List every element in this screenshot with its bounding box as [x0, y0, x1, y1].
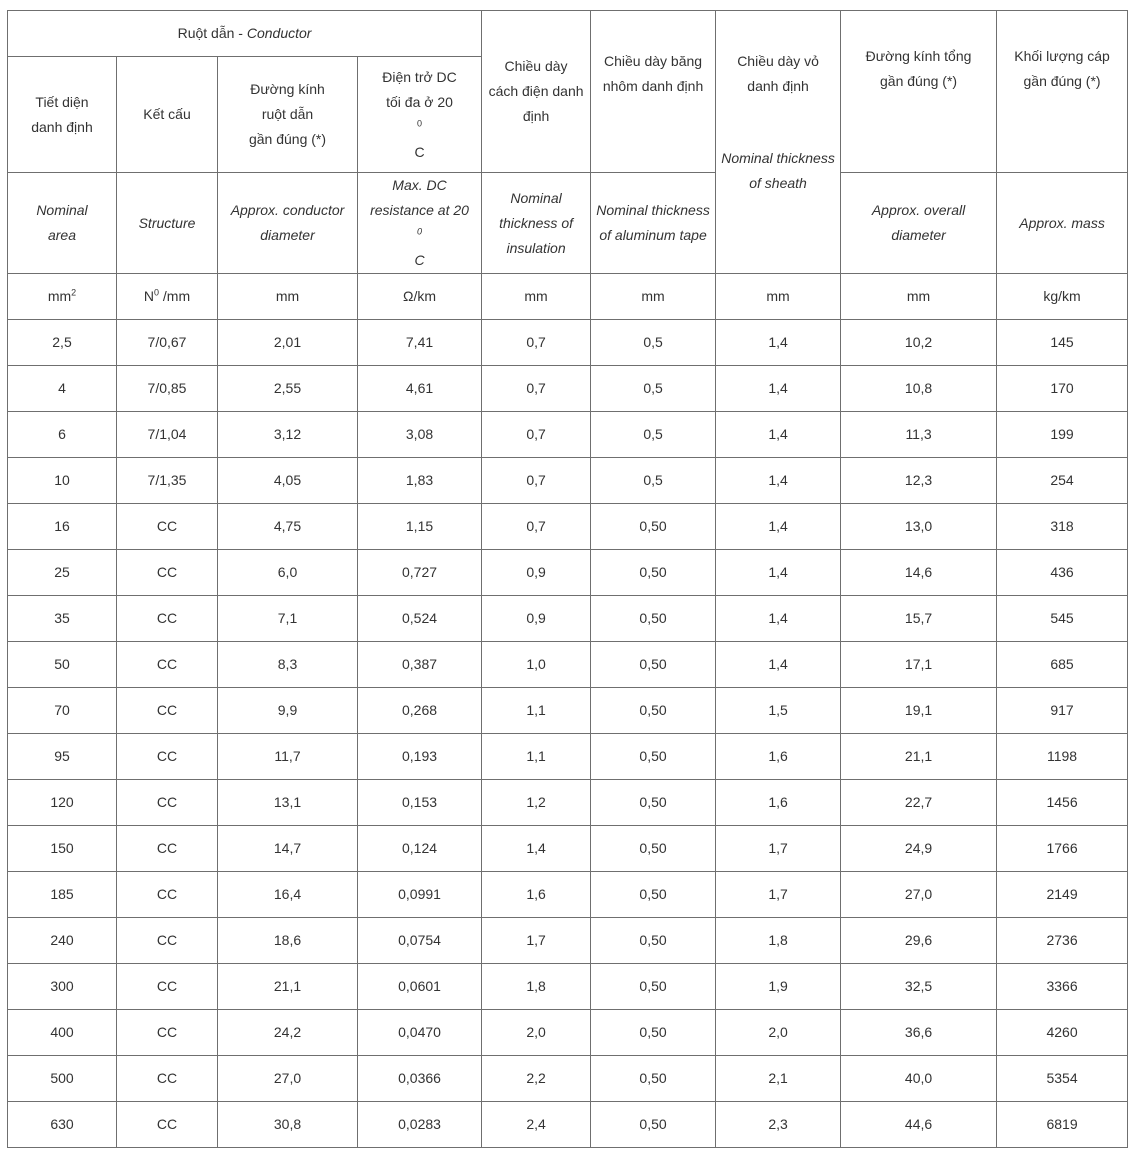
- cell-structure: CC: [117, 918, 218, 964]
- cell-dc-resistance: 0,0366: [358, 1056, 482, 1102]
- nominal-area-header-vn: Tiết diện danh định: [8, 57, 117, 173]
- cell-insulation: 1,4: [482, 826, 591, 872]
- cell-mass: 2149: [997, 872, 1128, 918]
- table-row: [8, 964, 1128, 1010]
- insulation-header-en: Nominal thickness of insulation: [482, 173, 591, 274]
- header-row-units: [8, 274, 1128, 320]
- cell-overall-diameter: 17,1: [841, 642, 997, 688]
- cell-conductor-diameter: 3,12: [218, 412, 358, 458]
- table-row: [8, 642, 1128, 688]
- table-row: [8, 688, 1128, 734]
- cell-structure: CC: [117, 642, 218, 688]
- cell-insulation: 0,7: [482, 458, 591, 504]
- cell-sheath: 1,4: [716, 504, 841, 550]
- header-row-en: [8, 173, 1128, 274]
- cell-aluminum-tape: 0,50: [591, 1102, 716, 1148]
- cell-overall-diameter: 10,2: [841, 320, 997, 366]
- cell-structure: CC: [117, 780, 218, 826]
- table-row: [8, 320, 1128, 366]
- cell-nominal-area: 95: [8, 734, 117, 780]
- unit-structure: $N^0$ /mm: [117, 274, 218, 320]
- cell-mass: 170: [997, 366, 1128, 412]
- conductor-group-header: Ruột dẫn - Conductor: [8, 11, 482, 57]
- cell-aluminum-tape: 0,50: [591, 872, 716, 918]
- cell-overall-diameter: 36,6: [841, 1010, 997, 1056]
- cell-dc-resistance: 0,268: [358, 688, 482, 734]
- cell-overall-diameter: 10,8: [841, 366, 997, 412]
- table-row: [8, 1010, 1128, 1056]
- cell-overall-diameter: 13,0: [841, 504, 997, 550]
- cell-dc-resistance: 0,124: [358, 826, 482, 872]
- cell-insulation: 0,9: [482, 550, 591, 596]
- cell-aluminum-tape: 0,5: [591, 366, 716, 412]
- cell-structure: 7/0,85: [117, 366, 218, 412]
- cell-structure: CC: [117, 964, 218, 1010]
- cell-structure: CC: [117, 596, 218, 642]
- cell-sheath: 1,6: [716, 734, 841, 780]
- table-row: [8, 550, 1128, 596]
- cell-mass: 3366: [997, 964, 1128, 1010]
- cell-aluminum-tape: 0,5: [591, 458, 716, 504]
- cell-insulation: 0,7: [482, 412, 591, 458]
- table-row: [8, 918, 1128, 964]
- cell-conductor-diameter: 6,0: [218, 550, 358, 596]
- cell-dc-resistance: 7,41: [358, 320, 482, 366]
- mass-header-vn: Khối lượng cáp gần đúng (*): [997, 11, 1128, 173]
- cell-nominal-area: 4: [8, 366, 117, 412]
- table-row: [8, 412, 1128, 458]
- cell-nominal-area: 6: [8, 412, 117, 458]
- table-row: [8, 458, 1128, 504]
- sheath-header: Chiều dày vỏ danh định Nominal thickness of sheath: [716, 11, 841, 274]
- cell-overall-diameter: 21,1: [841, 734, 997, 780]
- cell-overall-diameter: 40,0: [841, 1056, 997, 1102]
- cell-aluminum-tape: 0,50: [591, 1056, 716, 1102]
- cell-sheath: 2,3: [716, 1102, 841, 1148]
- cell-structure: 7/0,67: [117, 320, 218, 366]
- structure-header-vn: Kết cấu: [117, 57, 218, 173]
- cell-nominal-area: 500: [8, 1056, 117, 1102]
- cell-sheath: 1,4: [716, 642, 841, 688]
- cell-mass: 145: [997, 320, 1128, 366]
- cell-insulation: 1,1: [482, 734, 591, 780]
- overall-diameter-header-vn: Đường kính tổng gần đúng (*): [841, 11, 997, 173]
- cell-conductor-diameter: 27,0: [218, 1056, 358, 1102]
- cell-conductor-diameter: 16,4: [218, 872, 358, 918]
- cell-insulation: 1,2: [482, 780, 591, 826]
- cell-overall-diameter: 14,6: [841, 550, 997, 596]
- cell-mass: 917: [997, 688, 1128, 734]
- table-row: [8, 1102, 1128, 1148]
- cell-nominal-area: 150: [8, 826, 117, 872]
- cell-aluminum-tape: 0,5: [591, 412, 716, 458]
- cell-mass: 1456: [997, 780, 1128, 826]
- cell-sheath: 1,7: [716, 872, 841, 918]
- cell-overall-diameter: 27,0: [841, 872, 997, 918]
- cell-dc-resistance: 0,0601: [358, 964, 482, 1010]
- cell-structure: 7/1,35: [117, 458, 218, 504]
- cell-mass: 5354: [997, 1056, 1128, 1102]
- cell-dc-resistance: 4,61: [358, 366, 482, 412]
- cell-sheath: 1,7: [716, 826, 841, 872]
- table-row: [8, 596, 1128, 642]
- cell-aluminum-tape: 0,50: [591, 918, 716, 964]
- cell-insulation: 2,0: [482, 1010, 591, 1056]
- cell-nominal-area: 25: [8, 550, 117, 596]
- table-row: [8, 366, 1128, 412]
- cell-mass: 685: [997, 642, 1128, 688]
- cell-mass: 318: [997, 504, 1128, 550]
- cell-nominal-area: 2,5: [8, 320, 117, 366]
- cell-structure: CC: [117, 550, 218, 596]
- cell-dc-resistance: 0,0991: [358, 872, 482, 918]
- cell-structure: CC: [117, 504, 218, 550]
- table-row: [8, 826, 1128, 872]
- cell-insulation: 1,6: [482, 872, 591, 918]
- cell-overall-diameter: 32,5: [841, 964, 997, 1010]
- cell-insulation: 1,7: [482, 918, 591, 964]
- cell-overall-diameter: 15,7: [841, 596, 997, 642]
- cell-nominal-area: 35: [8, 596, 117, 642]
- cell-insulation: 0,9: [482, 596, 591, 642]
- cell-insulation: 1,1: [482, 688, 591, 734]
- cell-insulation: 0,7: [482, 366, 591, 412]
- cell-structure: CC: [117, 688, 218, 734]
- cell-dc-resistance: 0,524: [358, 596, 482, 642]
- unit-sheath: mm: [716, 274, 841, 320]
- cell-sheath: 2,0: [716, 1010, 841, 1056]
- cell-conductor-diameter: 2,01: [218, 320, 358, 366]
- cell-nominal-area: 300: [8, 964, 117, 1010]
- cell-insulation: 2,4: [482, 1102, 591, 1148]
- cell-mass: 1198: [997, 734, 1128, 780]
- cell-mass: 254: [997, 458, 1128, 504]
- cell-overall-diameter: 19,1: [841, 688, 997, 734]
- cell-aluminum-tape: 0,50: [591, 688, 716, 734]
- cell-conductor-diameter: 30,8: [218, 1102, 358, 1148]
- cell-conductor-diameter: 13,1: [218, 780, 358, 826]
- unit-aluminum-tape: mm: [591, 274, 716, 320]
- cell-nominal-area: 16: [8, 504, 117, 550]
- cell-overall-diameter: 11,3: [841, 412, 997, 458]
- nominal-area-header-en: Nominal area: [8, 173, 117, 274]
- cell-nominal-area: 120: [8, 780, 117, 826]
- cell-overall-diameter: 24,9: [841, 826, 997, 872]
- unit-overall-diameter: mm: [841, 274, 997, 320]
- cell-aluminum-tape: 0,5: [591, 320, 716, 366]
- cell-nominal-area: 240: [8, 918, 117, 964]
- table-row: [8, 872, 1128, 918]
- cell-aluminum-tape: 0,50: [591, 734, 716, 780]
- cell-conductor-diameter: 7,1: [218, 596, 358, 642]
- cell-aluminum-tape: 0,50: [591, 826, 716, 872]
- table-row: [8, 504, 1128, 550]
- cell-dc-resistance: 0,387: [358, 642, 482, 688]
- cell-sheath: 1,4: [716, 412, 841, 458]
- cell-conductor-diameter: 21,1: [218, 964, 358, 1010]
- cell-dc-resistance: 0,153: [358, 780, 482, 826]
- cell-dc-resistance: 0,193: [358, 734, 482, 780]
- cell-structure: CC: [117, 1056, 218, 1102]
- cell-conductor-diameter: 14,7: [218, 826, 358, 872]
- cell-structure: 7/1,04: [117, 412, 218, 458]
- cell-conductor-diameter: 4,75: [218, 504, 358, 550]
- cell-overall-diameter: 44,6: [841, 1102, 997, 1148]
- unit-nominal-area: $mm^2$: [8, 274, 117, 320]
- aluminum-tape-header-en: Nominal thickness of aluminum tape: [591, 173, 716, 274]
- cell-mass: 4260: [997, 1010, 1128, 1056]
- cell-sheath: 1,4: [716, 550, 841, 596]
- cell-mass: 2736: [997, 918, 1128, 964]
- table-row: [8, 1056, 1128, 1102]
- cell-insulation: 0,7: [482, 320, 591, 366]
- cell-conductor-diameter: 2,55: [218, 366, 358, 412]
- cell-structure: CC: [117, 826, 218, 872]
- cell-sheath: 1,6: [716, 780, 841, 826]
- cell-dc-resistance: 0,0470: [358, 1010, 482, 1056]
- cell-insulation: 2,2: [482, 1056, 591, 1102]
- cell-mass: 6819: [997, 1102, 1128, 1148]
- cell-mass: 436: [997, 550, 1128, 596]
- cell-dc-resistance: 0,0283: [358, 1102, 482, 1148]
- cell-overall-diameter: 29,6: [841, 918, 997, 964]
- cell-structure: CC: [117, 734, 218, 780]
- cell-dc-resistance: 0,0754: [358, 918, 482, 964]
- unit-dc-resistance: Ω/km: [358, 274, 482, 320]
- cell-insulation: 0,7: [482, 504, 591, 550]
- cell-aluminum-tape: 0,50: [591, 780, 716, 826]
- cell-mass: 1766: [997, 826, 1128, 872]
- aluminum-tape-header-vn: Chiều dày băng nhôm danh định: [591, 11, 716, 173]
- cell-conductor-diameter: 9,9: [218, 688, 358, 734]
- cell-conductor-diameter: 11,7: [218, 734, 358, 780]
- conductor-diameter-header-vn: Đường kính ruột dẫn gần đúng (*): [218, 57, 358, 173]
- cell-sheath: 1,5: [716, 688, 841, 734]
- insulation-header-vn: Chiều dày cách điện danh định: [482, 11, 591, 173]
- cell-conductor-diameter: 8,3: [218, 642, 358, 688]
- cell-overall-diameter: 22,7: [841, 780, 997, 826]
- cell-nominal-area: 70: [8, 688, 117, 734]
- cell-aluminum-tape: 0,50: [591, 1010, 716, 1056]
- cell-conductor-diameter: 4,05: [218, 458, 358, 504]
- cell-dc-resistance: 0,727: [358, 550, 482, 596]
- cell-mass: 199: [997, 412, 1128, 458]
- cable-spec-table: [7, 10, 1128, 1148]
- mass-header-en: Approx. mass: [997, 173, 1128, 274]
- cell-structure: CC: [117, 872, 218, 918]
- cell-sheath: 1,4: [716, 320, 841, 366]
- unit-mass: kg/km: [997, 274, 1128, 320]
- cell-aluminum-tape: 0,50: [591, 642, 716, 688]
- table-row: [8, 780, 1128, 826]
- unit-insulation: mm: [482, 274, 591, 320]
- cell-dc-resistance: 1,15: [358, 504, 482, 550]
- cell-aluminum-tape: 0,50: [591, 550, 716, 596]
- cell-sheath: 1,8: [716, 918, 841, 964]
- cell-sheath: 1,4: [716, 366, 841, 412]
- header-row-group: [8, 11, 1128, 57]
- overall-diameter-header-en: Approx. overall diameter: [841, 173, 997, 274]
- cell-sheath: 1,9: [716, 964, 841, 1010]
- dc-resistance-header-vn: Điện trở DC tối đa ở 20 $^0$ C: [358, 57, 482, 173]
- cell-nominal-area: 400: [8, 1010, 117, 1056]
- unit-conductor-diameter: mm: [218, 274, 358, 320]
- cell-sheath: 1,4: [716, 596, 841, 642]
- cell-nominal-area: 50: [8, 642, 117, 688]
- conductor-diameter-header-en: Approx. conductor diameter: [218, 173, 358, 274]
- table-row: [8, 734, 1128, 780]
- structure-header-en: Structure: [117, 173, 218, 274]
- cell-structure: CC: [117, 1102, 218, 1148]
- cell-nominal-area: 185: [8, 872, 117, 918]
- cell-aluminum-tape: 0,50: [591, 596, 716, 642]
- cell-nominal-area: 630: [8, 1102, 117, 1148]
- cell-aluminum-tape: 0,50: [591, 504, 716, 550]
- cell-nominal-area: 10: [8, 458, 117, 504]
- cell-dc-resistance: 3,08: [358, 412, 482, 458]
- cell-sheath: 1,4: [716, 458, 841, 504]
- cell-insulation: 1,8: [482, 964, 591, 1010]
- cell-aluminum-tape: 0,50: [591, 964, 716, 1010]
- cell-dc-resistance: 1,83: [358, 458, 482, 504]
- cell-structure: CC: [117, 1010, 218, 1056]
- cell-overall-diameter: 12,3: [841, 458, 997, 504]
- cell-conductor-diameter: 24,2: [218, 1010, 358, 1056]
- cell-mass: 545: [997, 596, 1128, 642]
- cell-insulation: 1,0: [482, 642, 591, 688]
- cell-conductor-diameter: 18,6: [218, 918, 358, 964]
- cell-sheath: 2,1: [716, 1056, 841, 1102]
- dc-resistance-header-en: Max. DC resistance at 20 $^0$ C: [358, 173, 482, 274]
